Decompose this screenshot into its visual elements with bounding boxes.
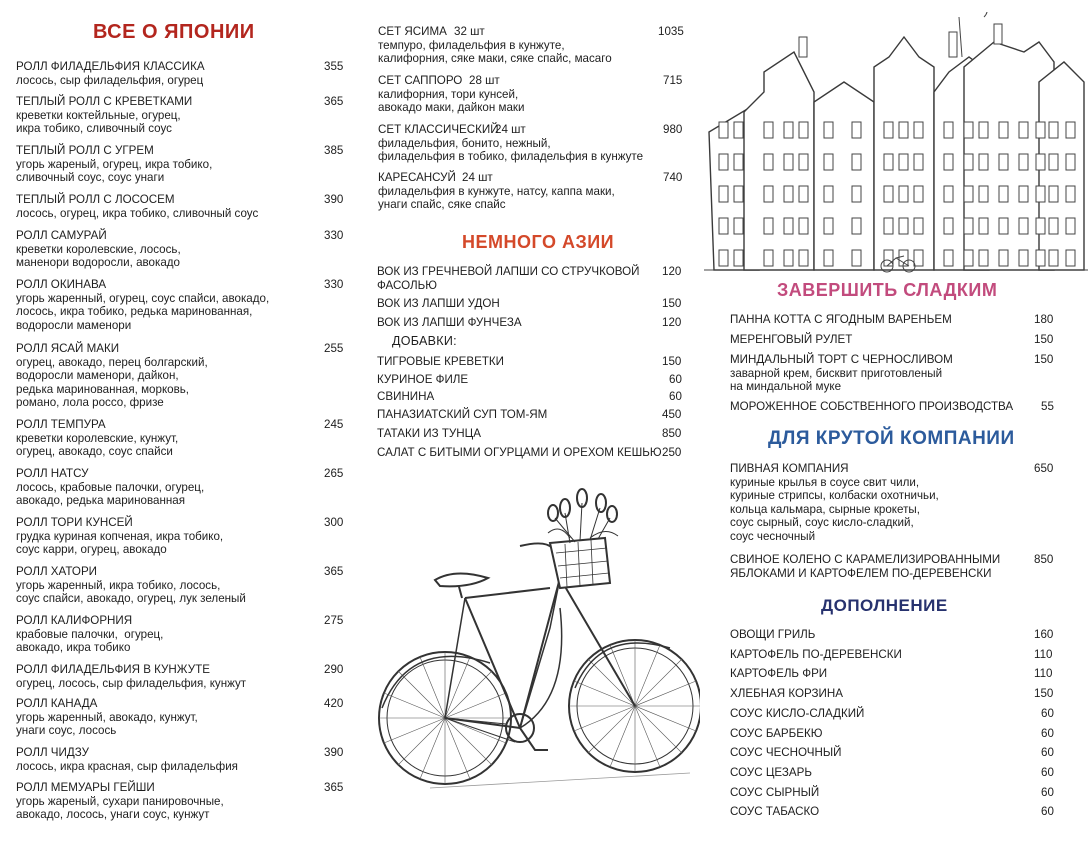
item-name: ВОК ИЗ ГРЕЧНЕВОЙ ЛАПШИ СО СТРУЧКОВОЙ ФАСОЛЬЮ xyxy=(377,265,640,292)
item-name: РОЛЛ НАТСУ xyxy=(16,467,89,480)
item-name: РОЛЛ ХАТОРИ xyxy=(16,565,98,578)
item-name: ПАННА КОТТА С ЯГОДНЫМ ВАРЕНЬЕМ xyxy=(730,313,952,326)
item-name: СЕТ САППОРО xyxy=(378,74,463,87)
item-price: 150 xyxy=(662,297,682,310)
menu-item xyxy=(16,467,344,508)
item-price: 245 xyxy=(324,418,344,431)
item-price: 55 xyxy=(1041,400,1054,413)
menu-item xyxy=(16,418,344,459)
item-price: 715 xyxy=(663,74,683,87)
addon-item xyxy=(377,373,682,387)
item-name: РОЛЛ ЯСАЙ МАКИ xyxy=(16,342,120,355)
item-description: грудка куриная копченая, икра тобико, соус карри, огурец, авокадо xyxy=(16,529,224,557)
bicycle-illustration xyxy=(370,488,700,828)
item-price: 110 xyxy=(1034,647,1053,661)
item-name: РОЛЛ КАНАДА xyxy=(16,697,98,710)
item-name: СОУС ЦЕЗАРЬ xyxy=(730,765,812,779)
menu-item xyxy=(16,746,344,773)
item-name: СОУС КИСЛО-СЛАДКИЙ xyxy=(730,706,865,720)
item-name: ТЕПЛЫЙ РОЛЛ С КРЕВЕТКАМИ xyxy=(16,95,193,108)
item-price: 60 xyxy=(1041,726,1054,740)
item-name: СВИНИНА xyxy=(377,390,435,403)
menu-item xyxy=(16,95,344,136)
item-description: угорь жаренный, икра тобико, лосось, соус спайси, авокадо, огурец, лук зеленый xyxy=(16,578,246,606)
item-price: 150 xyxy=(662,355,682,368)
item-price: 275 xyxy=(324,614,344,627)
item-name: РОЛЛ ТЕМПУРА xyxy=(16,418,106,431)
menu-item xyxy=(16,516,344,557)
item-price: 160 xyxy=(1034,628,1054,641)
set-item xyxy=(378,74,698,115)
item-name: МЕРЕНГОВЫЙ РУЛЕТ xyxy=(730,333,853,346)
extra-item xyxy=(730,628,1054,642)
dessert-item xyxy=(730,333,1054,347)
extra-item xyxy=(730,647,1053,662)
item-price: 120 xyxy=(662,265,682,278)
menu-item xyxy=(16,144,344,185)
set-item xyxy=(378,171,698,212)
item-price: 390 xyxy=(324,746,344,759)
item-description: лосось, крабовые палочки, огурец, авокадо, редька маринованная xyxy=(16,480,205,508)
item-name: РОЛЛ ЧИДЗУ xyxy=(16,746,89,759)
item-description: креветки королевские, кунжут, огурец, авокадо, соус спайси xyxy=(16,431,179,459)
dessert-item xyxy=(730,353,1054,394)
item-price: 60 xyxy=(669,373,682,386)
item-price: 650 xyxy=(1034,462,1054,475)
item-name: ПАНАЗИАТСКИЙ СУП ТОМ-ЯМ xyxy=(377,408,548,421)
item-name: РОЛЛ ФИЛАДЕЛЬФИЯ В КУНЖУТЕ xyxy=(16,663,210,676)
item-name: ОВОЩИ ГРИЛЬ xyxy=(730,628,816,641)
item-name: ТЕПЛЫЙ РОЛЛ С ЛОСОСЕМ xyxy=(16,193,175,206)
asia-item xyxy=(377,427,682,441)
item-name: ВОК ИЗ ЛАПШИ УДОН xyxy=(377,297,500,310)
menu-item xyxy=(16,278,344,332)
item-name: КАРТОФЕЛЬ ФРИ xyxy=(730,667,828,681)
item-name: ПИВНАЯ КОМПАНИЯ xyxy=(730,462,849,475)
item-name: СОУС ТАБАСКО xyxy=(730,805,820,819)
item-name: СОУС БАРБЕКЮ xyxy=(730,726,823,740)
asia-item xyxy=(377,297,682,311)
item-name: КУРИНОЕ ФИЛЕ xyxy=(377,373,469,386)
item-price: 330 xyxy=(324,229,344,242)
item-name: САЛАТ С БИТЫМИ ОГУРЦАМИ И ОРЕХОМ КЕШЬЮ xyxy=(377,446,662,459)
item-description: крабовые палочки, огурец, авокадо, икра тобико xyxy=(16,627,164,655)
item-price: 450 xyxy=(662,408,682,421)
item-price: 255 xyxy=(324,342,344,355)
item-name: РОЛЛ ФИЛАДЕЛЬФИЯ КЛАССИКА xyxy=(16,60,205,73)
company-item xyxy=(730,462,1054,544)
item-description: креветки коктейльные, огурец, икра тобико, сливочный соус xyxy=(16,108,181,136)
item-price: 980 xyxy=(663,123,683,136)
item-price: 740 xyxy=(663,171,683,184)
item-price: 290 xyxy=(324,663,344,676)
item-description: темпуро, филадельфия в кунжуте, калифорния, сяке маки, сяке спайс, масаго xyxy=(378,38,612,66)
item-price: 120 xyxy=(662,316,682,329)
item-price: 150 xyxy=(1034,333,1054,346)
item-description: лосось, огурец, икра тобико, сливочный соус xyxy=(16,206,259,220)
item-name: СОУС ЧЕСНОЧНЫЙ xyxy=(730,746,842,760)
item-description: угорь жаренный, огурец, соус спайси, авокадо, лосось, икра тобико, редька маринованная, водоросли маменори xyxy=(16,291,270,332)
extra-item xyxy=(730,687,1054,701)
item-price: 850 xyxy=(662,427,682,440)
item-price: 110 xyxy=(1034,667,1053,681)
menu-item xyxy=(16,229,344,270)
item-name: РОЛЛ МЕМУАРЫ ГЕЙШИ xyxy=(16,781,155,794)
asia-section-title: НЕМНОГО АЗИИ xyxy=(462,232,615,252)
extra-item xyxy=(730,785,1054,800)
item-quantity: 24 шт xyxy=(495,123,526,136)
item-price: 60 xyxy=(1041,746,1054,760)
menu-item xyxy=(16,614,344,655)
item-name: МИНДАЛЬНЫЙ ТОРТ С ЧЕРНОСЛИВОМ xyxy=(730,353,953,366)
item-description: заварной крем, бисквит приготовленый на миндальной муке xyxy=(730,366,943,394)
extra-item xyxy=(730,726,1054,741)
extra-item xyxy=(730,765,1054,780)
item-price: 180 xyxy=(1034,313,1054,326)
item-name: СЕТ ЯСИМА xyxy=(378,25,447,38)
item-name: СЕТ КЛАССИЧЕСКИЙ xyxy=(378,123,499,136)
company-section-title: ДЛЯ КРУТОЙ КОМПАНИИ xyxy=(768,428,1015,449)
item-description: угорь жареный, сухари панировочные, авокадо, лосось, унаги соус, кунжут xyxy=(16,794,224,822)
menu-item xyxy=(16,663,344,690)
item-name: СОУС СЫРНЫЙ xyxy=(730,785,820,799)
houses-illustration xyxy=(704,12,1088,274)
item-name: РОЛЛ КАЛИФОРНИЯ xyxy=(16,614,133,627)
set-item xyxy=(378,25,698,66)
item-name: РОЛЛ САМУРАЙ xyxy=(16,229,107,242)
item-description: огурец, авокадо, перец болгарский, водоросли маменори, дайкон, редька маринованная, морковь, романо, лола россо, фризе xyxy=(16,355,208,410)
japan-section-title: ВСЕ О ЯПОНИИ xyxy=(93,21,255,43)
menu-item xyxy=(16,565,344,606)
item-price: 420 xyxy=(324,697,344,710)
menu-item xyxy=(16,781,344,822)
menu-item xyxy=(16,342,344,410)
item-price: 330 xyxy=(324,278,344,291)
item-name: СВИНОЕ КОЛЕНО С КАРАМЕЛИЗИРОВАННЫМИ ЯБЛОКАМИ И КАРТОФЕЛЕМ ПО-ДЕРЕВЕНСКИ xyxy=(730,553,1001,580)
asia-item xyxy=(377,316,682,330)
dessert-item xyxy=(730,400,1054,414)
asia-item xyxy=(377,265,682,292)
item-price: 60 xyxy=(1041,765,1054,779)
item-description: огурец, лосось, сыр филадельфия, кунжут xyxy=(16,676,247,690)
menu-item xyxy=(16,60,344,87)
menu-item xyxy=(16,193,344,220)
item-price: 365 xyxy=(324,565,344,578)
item-price: 60 xyxy=(1041,706,1054,720)
item-price: 390 xyxy=(324,193,344,206)
item-price: 150 xyxy=(1034,353,1054,366)
set-item xyxy=(378,123,698,164)
item-name: ТЕПЛЫЙ РОЛЛ С УГРЕМ xyxy=(16,144,154,157)
item-price: 1035 xyxy=(658,25,684,38)
item-name: РОЛЛ ТОРИ КУНСЕЙ xyxy=(16,516,133,529)
extra-item xyxy=(730,805,1054,819)
item-price: 265 xyxy=(324,467,344,480)
asia-item xyxy=(377,446,682,460)
item-description: угорь жареный, огурец, икра тобико, сливочный соус, соус унаги xyxy=(16,157,213,185)
item-description: лосось, сыр филадельфия, огурец xyxy=(16,73,204,87)
menu-item xyxy=(16,697,344,738)
item-price: 365 xyxy=(324,781,344,794)
item-quantity: 24 шт xyxy=(462,171,493,184)
item-name: ТИГРОВЫЕ КРЕВЕТКИ xyxy=(377,355,504,368)
extra-item xyxy=(730,667,1053,681)
item-name: ХЛЕБНАЯ КОРЗИНА xyxy=(730,687,843,701)
item-quantity: 28 шт xyxy=(469,74,500,87)
item-name: КАРТОФЕЛЬ ПО-ДЕРЕВЕНСКИ xyxy=(730,647,902,661)
addons-heading: ДОБАВКИ: xyxy=(392,334,457,348)
item-name: КАРЕСАНСУЙ xyxy=(378,171,456,184)
item-name: ВОК ИЗ ЛАПШИ ФУНЧЕЗА xyxy=(377,316,522,329)
item-description: куриные крылья в соусе свит чили, куриные стрипсы, колбаски охотничьи, кольца кальмара, сырные крокеты, соус сырный, соус кисло-сладкий, соус чесночный xyxy=(730,475,939,543)
item-price: 60 xyxy=(669,390,682,403)
item-price: 60 xyxy=(1041,805,1054,819)
item-price: 850 xyxy=(1034,553,1054,566)
extras-section-title: ДОПОЛНЕНИЕ xyxy=(821,596,948,615)
item-description: филадельфия в кунжуте, натсу, каппа маки, унаги спайс, сяке спайс xyxy=(378,184,615,212)
dessert-section-title: ЗАВЕРШИТЬ СЛАДКИМ xyxy=(777,280,998,300)
item-name: ТАТАКИ ИЗ ТУНЦА xyxy=(377,427,481,440)
addon-item xyxy=(377,355,682,369)
extra-item xyxy=(730,706,1054,721)
item-name: МОРОЖЕННОЕ СОБСТВЕННОГО ПРОИЗВОДСТВА xyxy=(730,400,1014,413)
item-description: креветки королевские, лосось, маненори водоросли, авокадо xyxy=(16,242,181,270)
item-price: 250 xyxy=(662,446,682,459)
item-description: калифорния, тори кунсей, авокадо маки, дайкон маки xyxy=(378,87,525,115)
extra-item xyxy=(730,746,1054,760)
addon-item xyxy=(377,390,682,404)
item-price: 60 xyxy=(1041,785,1054,799)
item-price: 355 xyxy=(324,60,344,73)
asia-item xyxy=(377,408,682,422)
item-price: 365 xyxy=(324,95,344,108)
item-name: РОЛЛ ОКИНАВА xyxy=(16,278,107,291)
item-description: филадельфия, бонито, нежный, филадельфия в тобико, филадельфия в кунжуте xyxy=(378,136,644,164)
item-description: угорь жаренный, авокадо, кунжут, унаги соус, лосось xyxy=(16,710,198,738)
item-description: лосось, икра красная, сыр филадельфия xyxy=(16,759,238,773)
dessert-item xyxy=(730,313,1054,327)
item-price: 300 xyxy=(324,516,344,529)
company-item xyxy=(730,553,1054,580)
item-price: 385 xyxy=(324,144,344,157)
item-price: 150 xyxy=(1034,687,1054,701)
item-quantity: 32 шт xyxy=(454,25,485,38)
